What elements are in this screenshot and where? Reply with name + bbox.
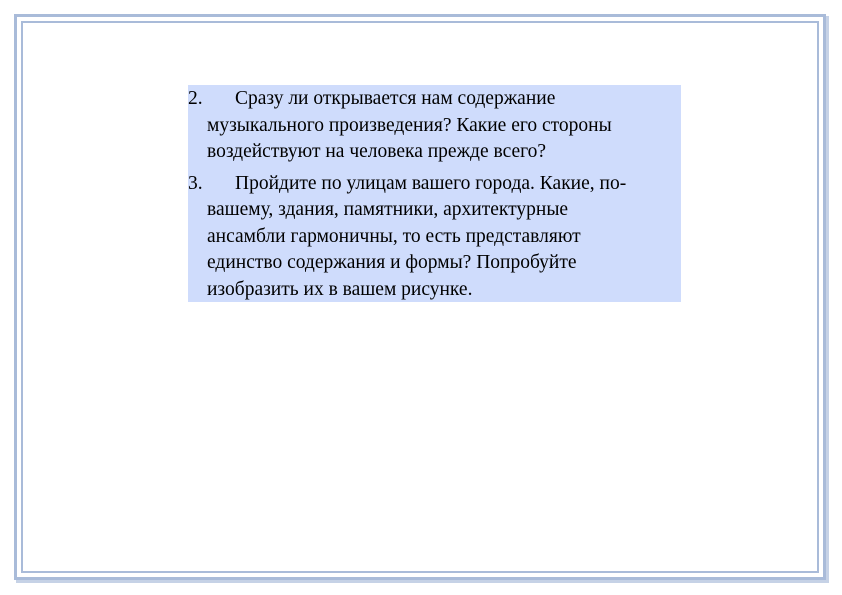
question-number: 2.	[188, 88, 203, 109]
frame-shadow-bottom	[16, 580, 829, 583]
question-line: единство содержания и формы? Попробуйте	[207, 252, 577, 273]
question-line: ансамбли гармоничны, то есть представляют	[207, 225, 581, 247]
question-item-2	[188, 86, 677, 166]
question-line	[188, 171, 677, 198]
question-text: Сразу ли открывается нам содержание	[235, 88, 556, 109]
question-line: вашему, здания, памятники, архитектурные	[207, 199, 569, 220]
questions-text-box	[188, 85, 681, 302]
question-text: Пройдите по улицам вашего города. Какие, по-	[235, 172, 627, 194]
question-item-3	[188, 171, 677, 304]
question-line	[188, 86, 677, 113]
question-line: воздействуют на человека прежде всего?	[207, 141, 547, 162]
question-number: 3.	[188, 172, 203, 194]
question-line: изобразить их в вашем рисунке.	[207, 278, 473, 300]
question-line: музыкального произведения? Какие его стороны	[207, 114, 612, 136]
frame-shadow-right	[826, 16, 829, 582]
